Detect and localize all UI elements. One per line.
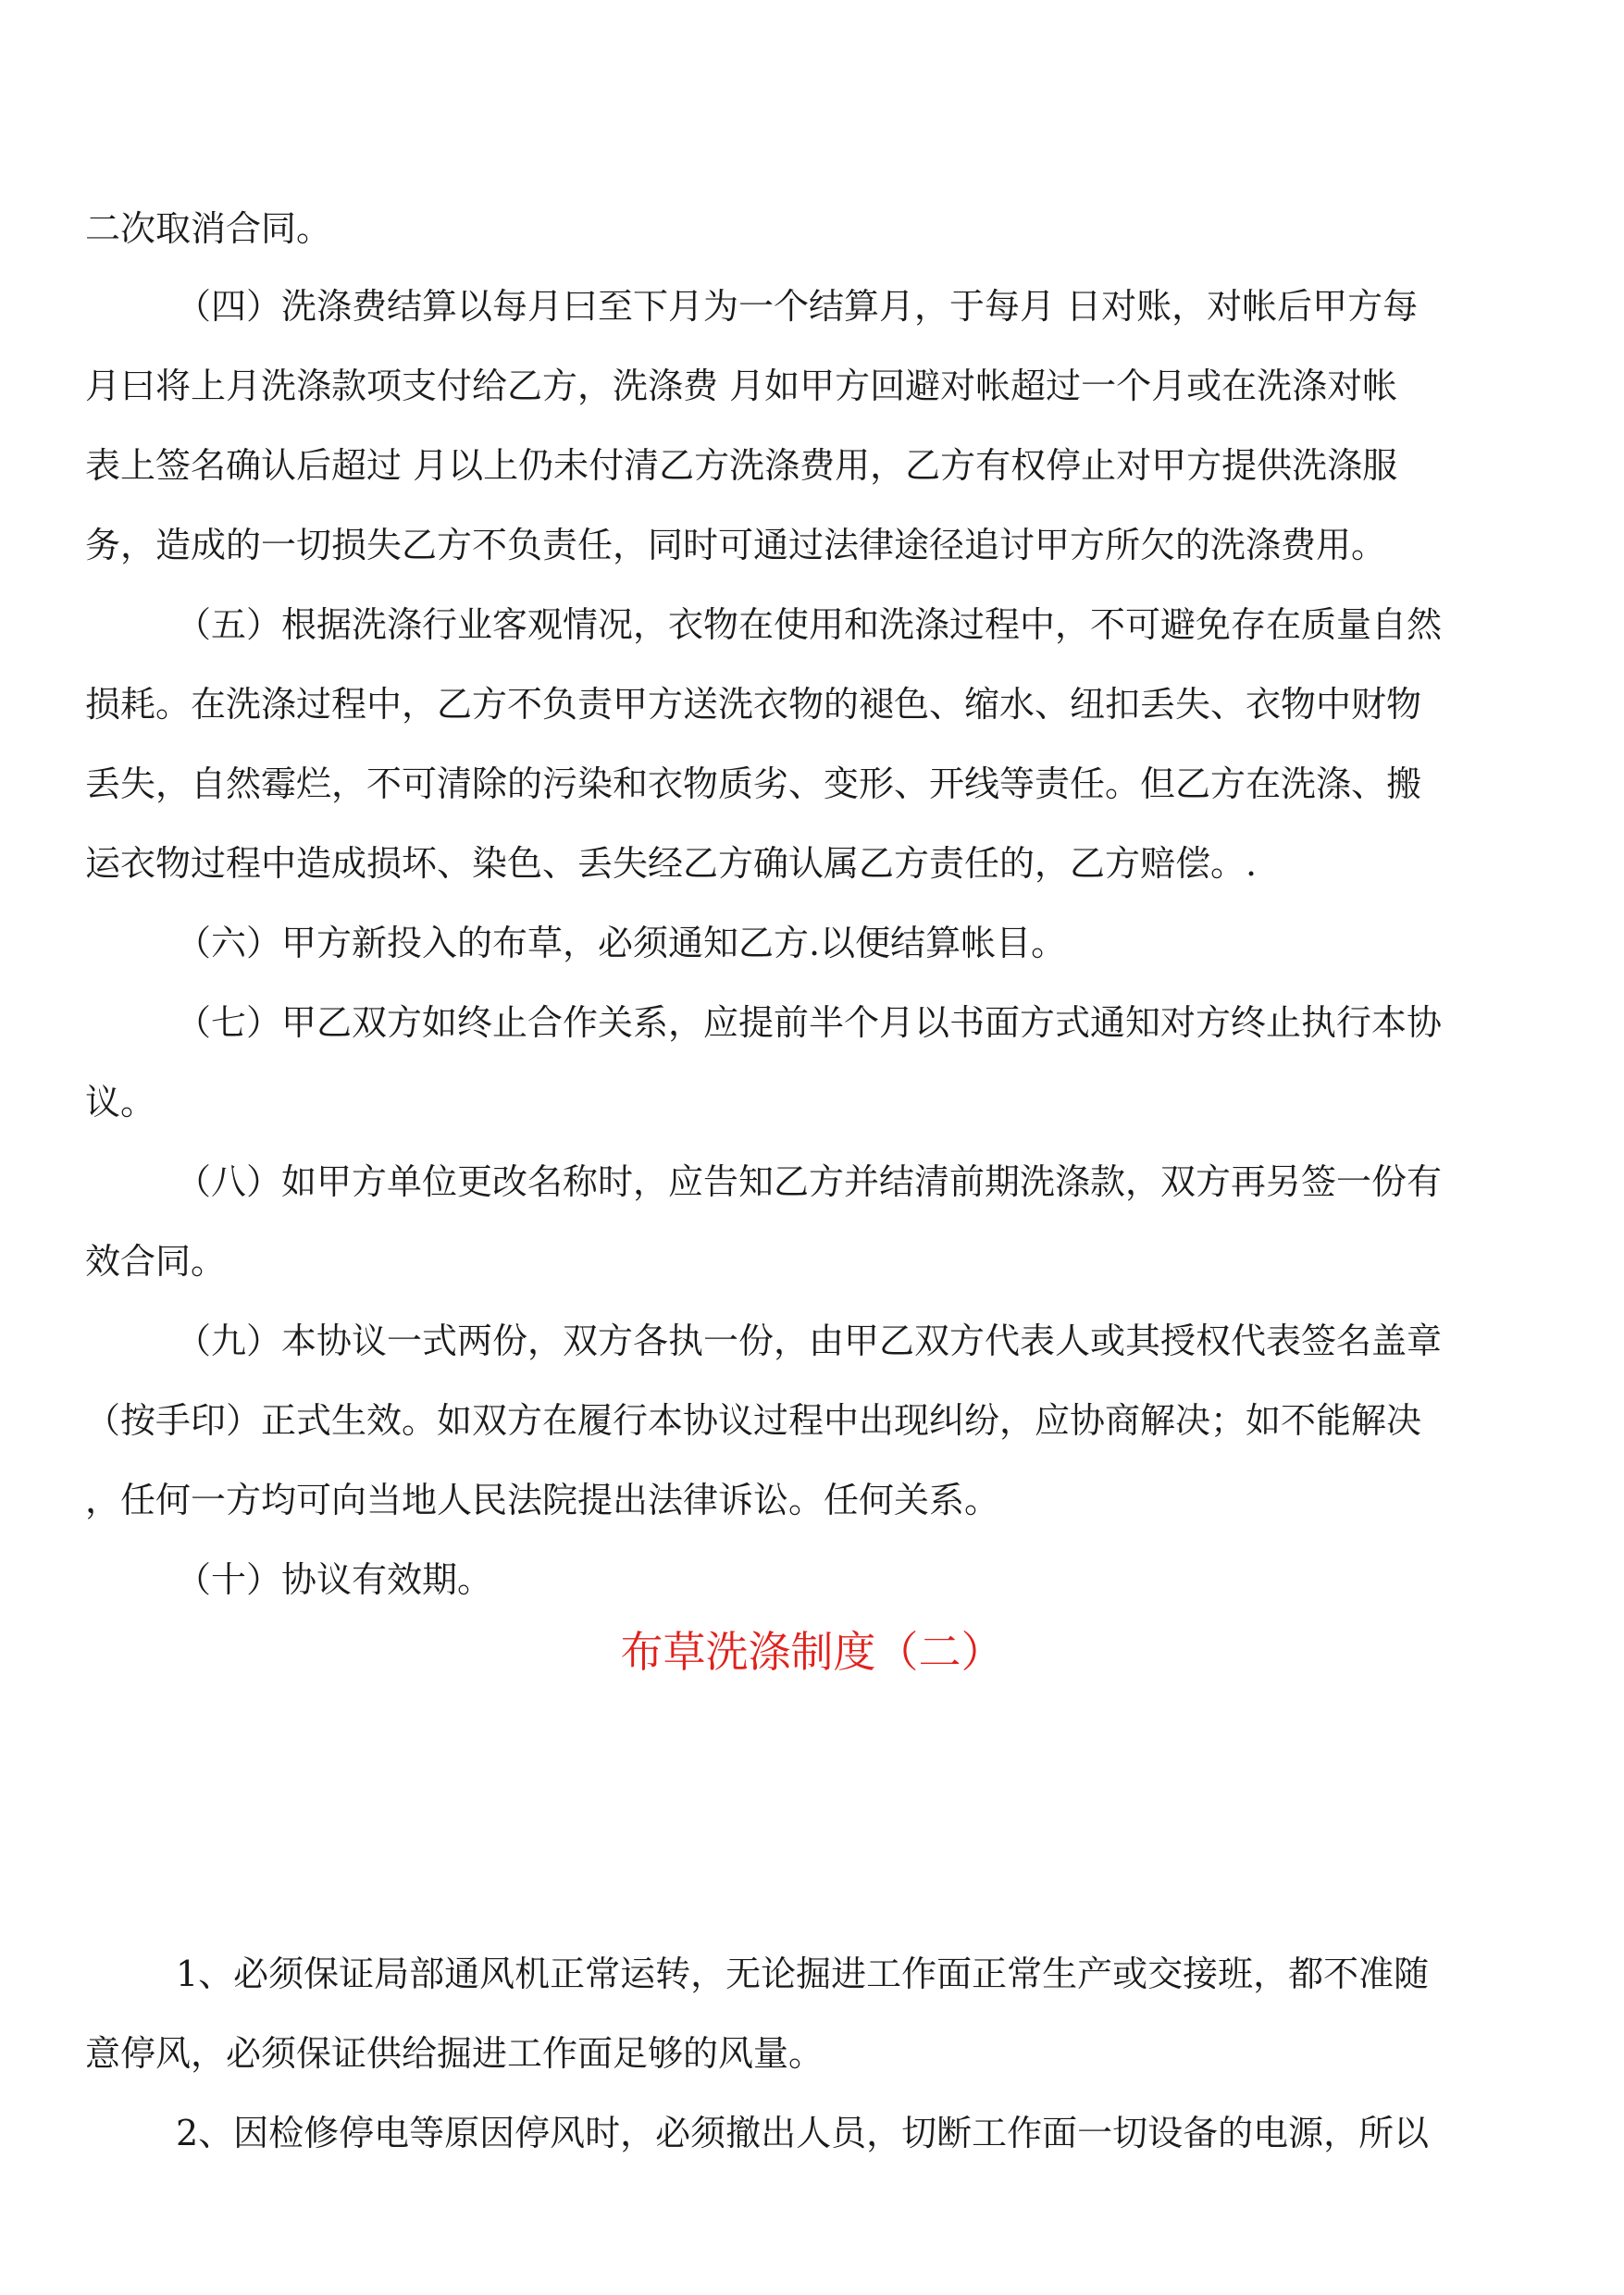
clause-4-line-4: 务，造成的一切损失乙方不负责任，同时可通过法律途径追讨甲方所欠的洗涤费用。 (85, 525, 1387, 565)
rule-1-line-2: 意停风，必须保证供给掘进工作面足够的风量。 (85, 2033, 824, 2074)
section-title: 布草洗涤制度（二） (620, 1627, 1004, 1677)
continuation-line: 二次取消合同。 (85, 208, 332, 249)
clause-5-line-1: （五）根据洗涤行业客观情况，衣物在使用和洗涤过程中，不可避免存在质量自然 (176, 604, 1443, 645)
clause-6-line-1: （六）甲方新投入的布草，必须通知乙方.以便结算帐目。 (176, 923, 1067, 963)
clause-7-line-1: （七）甲乙双方如终止合作关系，应提前半个月以书面方式通知对方终止执行本协 (176, 1002, 1443, 1043)
rule-1-line-1: 1、必须保证局部通风机正常运转，无论掘进工作面正常生产或交接班，都不准随 (176, 1954, 1430, 1994)
clause-9-line-2: （按手印）正式生效。如双方在履行本协议过程中出现纠纷，应协商解决；如不能解决 (85, 1400, 1422, 1441)
clause-8-line-1: （八）如甲方单位更改名称时，应告知乙方并结清前期洗涤款，双方再另签一份有 (176, 1161, 1443, 1202)
clause-9-line-1: （九）本协议一式两份，双方各执一份，由甲乙双方代表人或其授权代表签名盖章 (176, 1321, 1443, 1361)
clause-4-line-1: （四）洗涤费结算以每月曰至下月为一个结算月，于每月 日对账，对帐后甲方每 (176, 286, 1419, 327)
clause-5-line-3: 丢失，自然霉烂，不可清除的污染和衣物质劣、变形、开线等责任。但乙方在洗涤、搬 (85, 763, 1422, 804)
clause-4-line-3: 表上签名确认后超过 月以上仍未付清乙方洗涤费用，乙方有权停止对甲方提供洗涤服 (85, 445, 1398, 486)
clause-4-line-2: 月曰将上月洗涤款项支付给乙方，洗涤费 月如甲方回避对帐超过一个月或在洗涤对帐 (85, 366, 1398, 406)
clause-5-line-2: 损耗。在洗涤过程中，乙方不负责甲方送洗衣物的褪色、缩水、纽扣丢失、衣物中财物 (85, 684, 1422, 725)
clause-7-line-2: 议。 (85, 1082, 156, 1123)
clause-8-line-2: 效合同。 (85, 1241, 227, 1282)
rule-2-line-1: 2、因检修停电等原因停风时，必须撤出人员，切断工作面一切设备的电源，所以 (176, 2113, 1430, 2153)
clause-9-line-3: ，任何一方均可向当地人民法院提出法律诉讼。任何关系。 (85, 1480, 1000, 1520)
clause-5-line-4: 运衣物过程中造成损坏、染色、丢失经乙方确认属乙方责任的，乙方赔偿。. (85, 843, 1258, 884)
clause-10-line-1: （十）协议有效期。 (176, 1559, 493, 1600)
